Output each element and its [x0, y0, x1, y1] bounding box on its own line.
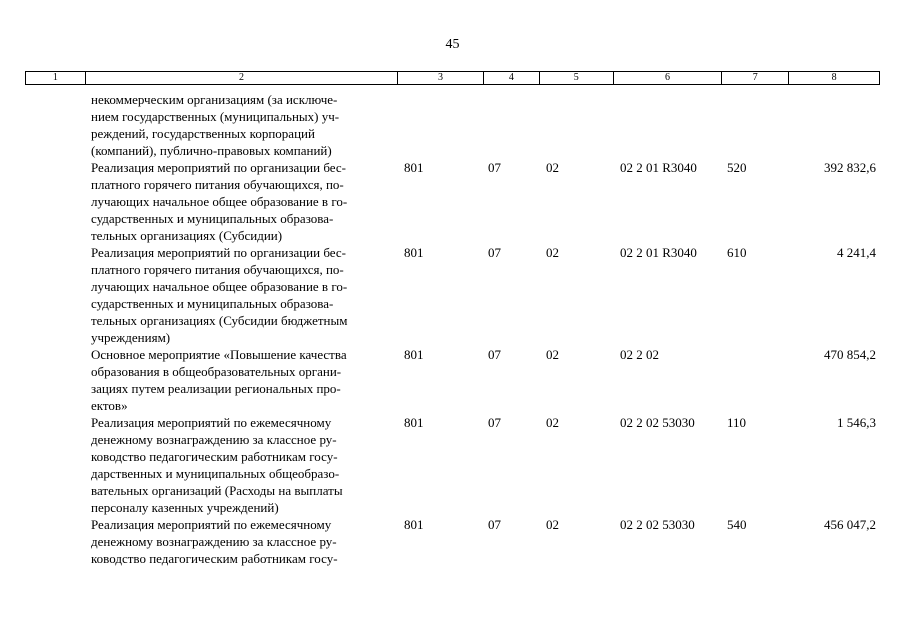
row-name-line: Реализация мероприятий по ежемесячному [91, 415, 332, 430]
ved-code: 801 [404, 415, 424, 430]
section-code: 07 [488, 160, 501, 175]
ved-code: 801 [404, 517, 424, 532]
row-name [85, 91, 398, 159]
column-number-header [25, 71, 880, 85]
row-name-line: реждений, государственных корпораций [91, 126, 315, 141]
expense-type: 540 [727, 517, 747, 532]
row-name-line: некоммерческим организациям (за исключе- [91, 92, 338, 107]
amount: 392 832,6 [824, 160, 876, 175]
row-name-line: ектов» [91, 398, 128, 413]
expense-type: 610 [727, 245, 747, 260]
column-number: 5 [540, 72, 614, 84]
row-name-line: тельных организациях (Субсидии бюджетным [91, 313, 348, 328]
column-number: 2 [86, 72, 398, 84]
amount: 1 546,3 [837, 415, 876, 430]
target-article: 02 2 02 [620, 347, 659, 362]
row-name [85, 346, 398, 414]
amount: 456 047,2 [824, 517, 876, 532]
table-row [25, 516, 880, 567]
row-name-line: учреждениям) [91, 330, 171, 345]
row-name-line: сударственных и муниципальных образова- [91, 296, 334, 311]
section-code: 07 [488, 517, 501, 532]
table-row [25, 414, 880, 516]
expense-type: 520 [727, 160, 747, 175]
row-name [85, 414, 398, 516]
row-name-line: платного горячего питания обучающихся, по- [91, 177, 344, 192]
column-number: 7 [722, 72, 789, 84]
row-name [85, 516, 398, 567]
subsection-code: 02 [546, 245, 559, 260]
row-name [85, 159, 398, 244]
subsection-code [540, 91, 614, 159]
row-name-line: Реализация мероприятий по организации бес- [91, 160, 346, 175]
row-name-line: зациях путем реализации региональных про- [91, 381, 341, 396]
row-name-line: дарственных и муниципальных общеобразо- [91, 466, 340, 481]
row-col-1 [25, 516, 85, 567]
row-name-line: ководство педагогическим работникам госу- [91, 449, 338, 464]
ved-code: 801 [404, 245, 424, 260]
section-code: 07 [488, 415, 501, 430]
ved-code [398, 91, 484, 159]
target-article: 02 2 02 53030 [620, 517, 695, 532]
table-row [25, 159, 880, 244]
row-name-line: денежному вознаграждению за классное ру- [91, 534, 337, 549]
table-row [25, 244, 880, 346]
expense-type: 110 [727, 415, 747, 430]
table-row [25, 346, 880, 414]
row-name-line: лучающих начальное общее образование в го- [91, 279, 348, 294]
row-col-1 [25, 414, 85, 516]
ved-code: 801 [404, 347, 424, 362]
table-row [25, 91, 880, 159]
row-name [85, 244, 398, 346]
column-number: 4 [484, 72, 540, 84]
row-name-line: платного горячего питания обучающихся, по- [91, 262, 344, 277]
subsection-code: 02 [546, 415, 559, 430]
column-number: 6 [614, 72, 723, 84]
row-name-line: сударственных и муниципальных образова- [91, 211, 334, 226]
row-name-line: вательных организаций (Расходы на выплаты [91, 483, 343, 498]
row-col-1 [25, 346, 85, 414]
subsection-code: 02 [546, 347, 559, 362]
row-name-line: Основное мероприятие «Повышение качества [91, 347, 347, 362]
page-number: 45 [445, 37, 460, 52]
row-col-1 [25, 91, 85, 159]
target-article: 02 2 01 R3040 [620, 245, 697, 260]
subsection-code: 02 [546, 160, 559, 175]
section-code: 07 [488, 245, 501, 260]
expense-type [723, 91, 790, 159]
row-name-line: нием государственных (муниципальных) уч- [91, 109, 340, 124]
section-code [484, 91, 540, 159]
subsection-code: 02 [546, 517, 559, 532]
row-name-line: Реализация мероприятий по ежемесячному [91, 517, 332, 532]
target-article [614, 91, 723, 159]
target-article: 02 2 01 R3040 [620, 160, 697, 175]
row-name-line: образования в общеобразовательных органи- [91, 364, 342, 379]
column-number: 1 [26, 72, 86, 84]
amount: 470 854,2 [824, 347, 876, 362]
row-name-line: Реализация мероприятий по организации бес- [91, 245, 346, 260]
row-name-line: лучающих начальное общее образование в го- [91, 194, 348, 209]
row-name-line: тельных организациях (Субсидии) [91, 228, 283, 243]
amount: 4 241,4 [837, 245, 876, 260]
ved-code: 801 [404, 160, 424, 175]
column-number: 3 [398, 72, 484, 84]
amount [790, 91, 880, 159]
row-name-line: денежному вознаграждению за классное ру- [91, 432, 337, 447]
target-article: 02 2 02 53030 [620, 415, 695, 430]
column-number: 8 [831, 72, 837, 83]
section-code: 07 [488, 347, 501, 362]
expense-type [723, 346, 790, 414]
row-col-1 [25, 159, 85, 244]
row-name-line: ководство педагогическим работникам госу- [91, 551, 338, 566]
row-name-line: персоналу казенных учреждений) [91, 500, 279, 515]
row-name-line: (компаний), публично-правовых компаний) [91, 143, 332, 158]
budget-table-body [25, 91, 880, 567]
row-col-1 [25, 244, 85, 346]
